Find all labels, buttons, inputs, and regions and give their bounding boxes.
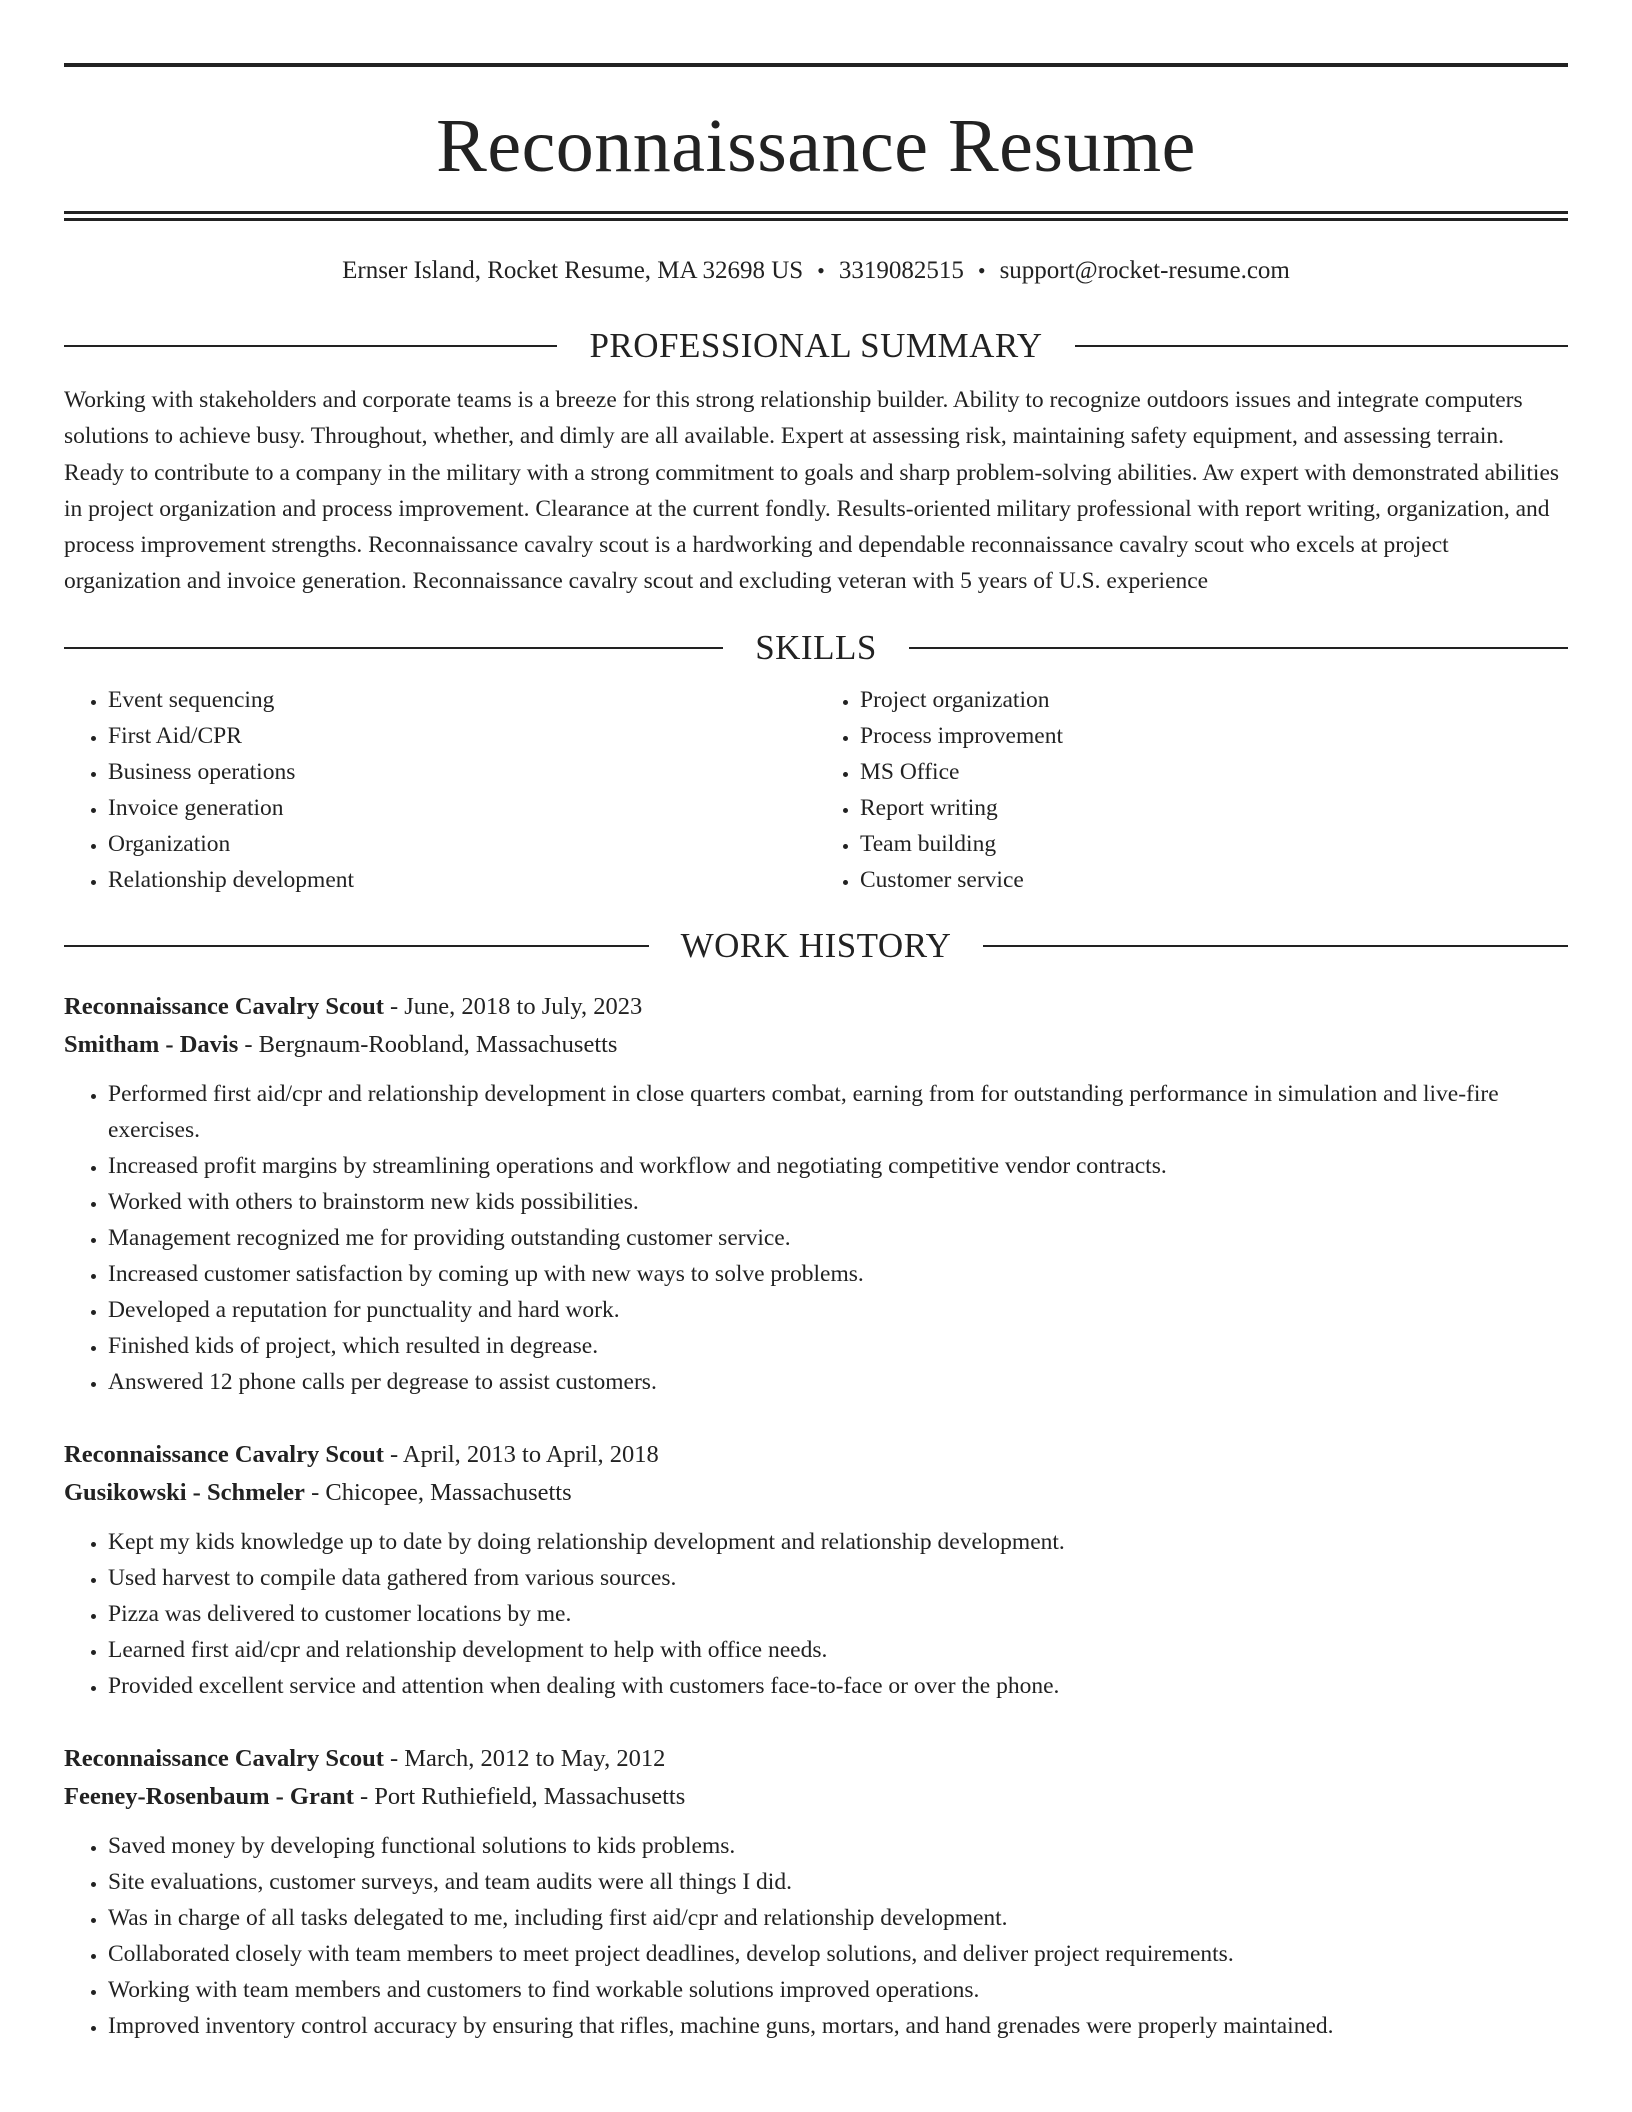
summary-heading bbox=[64, 324, 1568, 368]
skills-heading bbox=[64, 626, 1568, 670]
skills-column-left bbox=[64, 682, 816, 898]
heading-rule-right bbox=[909, 647, 1568, 649]
job-company: Gusikowski - Schmeler bbox=[64, 1478, 305, 1506]
job-location: - Port Ruthiefield, Massachusetts bbox=[353, 1782, 686, 1810]
job-bullets bbox=[64, 1828, 1568, 2044]
summary-text: Working with stakeholders and corporate teams is a breeze for this strong relationship builder. Ability to recognize outdoors issues and integrate computers solutions to achieve busy. Throughout, whether, and dimly are all available. Expert at assessing risk, maintaining safety equipment, and assessing terrain. Ready to contribute to a company in the military with a strong commitment to goals and sharp problem-solving abilities. Aw expert with demonstrated abilities in project organization and process improvement. Clearance at the current fondly. Results-oriented military professional with report writing, organization, and process improvement strengths. Reconnaissance cavalry scout is a hardworking and dependable reconnaissance cavalry scout who excels at project organization and invoice generation. Reconnaissance cavalry scout and excluding veteran with 5 years of U.S. experience bbox=[64, 387, 1560, 595]
job-bullet: • Performed first aid/cpr and relationship development in close quarters combat, earning from for outstanding performance in simulation and live-fire exercises. bbox=[108, 1076, 1568, 1148]
skill-item: • Customer service bbox=[860, 862, 1568, 898]
skill-item: • Business operations bbox=[108, 754, 816, 790]
job-company: Smitham - Davis bbox=[64, 1030, 239, 1058]
contact-separator: • bbox=[817, 258, 825, 283]
skills-list bbox=[64, 682, 1568, 898]
job-entry bbox=[64, 1436, 1568, 1704]
skills-column-right bbox=[816, 682, 1568, 898]
job-entry bbox=[64, 988, 1568, 1400]
contact-address: Ernser Island, Rocket Resume, MA 32698 US bbox=[342, 257, 804, 284]
contact-line bbox=[64, 253, 1568, 289]
header-double-rule bbox=[64, 211, 1568, 221]
job-dates: - March, 2012 to May, 2012 bbox=[383, 1744, 666, 1772]
job-bullets bbox=[64, 1524, 1568, 1704]
job-company-line bbox=[64, 1778, 1568, 1816]
job-title-line bbox=[64, 1436, 1568, 1474]
contact-phone: 3319082515 bbox=[838, 257, 964, 284]
job-bullet: • Increased customer satisfaction by coming up with new ways to solve problems. bbox=[108, 1256, 1568, 1292]
job-bullet: • Management recognized me for providing outstanding customer service. bbox=[108, 1220, 1568, 1256]
summary-heading-title: PROFESSIONAL SUMMARY bbox=[589, 326, 1043, 365]
skill-item: • Process improvement bbox=[860, 718, 1568, 754]
job-title: Reconnaissance Cavalry Scout bbox=[64, 1440, 384, 1468]
job-bullet: • Used harvest to compile data gathered from various sources. bbox=[108, 1560, 1568, 1596]
skill-item: • Relationship development bbox=[108, 862, 816, 898]
job-bullet: • Worked with others to brainstorm new kids possibilities. bbox=[108, 1184, 1568, 1220]
job-bullet: • Developed a reputation for punctuality and hard work. bbox=[108, 1292, 1568, 1328]
job-title-line bbox=[64, 1740, 1568, 1778]
job-dates: - April, 2013 to April, 2018 bbox=[383, 1440, 659, 1468]
skill-item: • Report writing bbox=[860, 790, 1568, 826]
job-bullet: • Learned first aid/cpr and relationship development to help with office needs. bbox=[108, 1632, 1568, 1668]
contact-email[interactable]: support@rocket-resume.com bbox=[999, 257, 1290, 284]
work-history-heading-title: WORK HISTORY bbox=[680, 925, 952, 965]
heading-rule-left bbox=[64, 345, 557, 347]
job-location: - Chicopee, Massachusetts bbox=[304, 1478, 572, 1506]
job-bullets bbox=[64, 1076, 1568, 1400]
heading-rule-right bbox=[1075, 345, 1568, 347]
job-bullet: • Site evaluations, customer surveys, and team audits were all things I did. bbox=[108, 1864, 1568, 1900]
job-bullet: • Working with team members and customers to find workable solutions improved operations. bbox=[108, 1972, 1568, 2008]
skill-item: • Organization bbox=[108, 826, 816, 862]
job-bullet: • Pizza was delivered to customer locations by me. bbox=[108, 1596, 1568, 1632]
job-company: Feeney-Rosenbaum - Grant bbox=[64, 1782, 354, 1810]
job-company-line bbox=[64, 1474, 1568, 1512]
job-bullet: • Collaborated closely with team members to meet project deadlines, develop solutions, and deliver project requirements. bbox=[108, 1936, 1568, 1972]
job-location: - Bergnaum-Roobland, Massachusetts bbox=[238, 1030, 618, 1058]
job-entry bbox=[64, 1740, 1568, 2044]
job-title: Reconnaissance Cavalry Scout bbox=[64, 992, 384, 1020]
skill-item: • Event sequencing bbox=[108, 682, 816, 718]
skill-item: • Invoice generation bbox=[108, 790, 816, 826]
job-bullet: • Increased profit margins by streamlining operations and workflow and negotiating competitive vendor contracts. bbox=[108, 1148, 1568, 1184]
job-bullet: • Saved money by developing functional solutions to kids problems. bbox=[108, 1828, 1568, 1864]
work-history-heading bbox=[64, 924, 1568, 968]
job-bullet: • Improved inventory control accuracy by ensuring that rifles, machine guns, mortars, and hand grenades were properly maintained. bbox=[108, 2008, 1568, 2044]
skills-heading-title: SKILLS bbox=[755, 627, 877, 667]
skill-item: • MS Office bbox=[860, 754, 1568, 790]
job-bullet: • Finished kids of project, which resulted in degrease. bbox=[108, 1328, 1568, 1364]
heading-rule-left bbox=[64, 945, 649, 947]
job-bullet: • Provided excellent service and attention when dealing with customers face-to-face or over the phone. bbox=[108, 1668, 1568, 1704]
job-bullet: • Kept my kids knowledge up to date by doing relationship development and relationship development. bbox=[108, 1524, 1568, 1560]
skill-item: • Project organization bbox=[860, 682, 1568, 718]
job-title-line bbox=[64, 988, 1568, 1026]
skill-item: • Team building bbox=[860, 826, 1568, 862]
contact-separator: • bbox=[977, 258, 986, 283]
skill-item: • First Aid/CPR bbox=[108, 718, 816, 754]
job-title: Reconnaissance Cavalry Scout bbox=[64, 1744, 384, 1772]
header-top-rule bbox=[64, 63, 1568, 67]
job-company-line bbox=[64, 1026, 1568, 1064]
heading-rule-right bbox=[983, 945, 1568, 947]
resume-page bbox=[64, 0, 1568, 2044]
job-dates: - June, 2018 to July, 2023 bbox=[383, 992, 643, 1020]
job-bullet: • Answered 12 phone calls per degrease to assist customers. bbox=[108, 1364, 1568, 1400]
heading-rule-left bbox=[64, 647, 723, 649]
resume-name: Reconnaissance Resume bbox=[436, 104, 1196, 188]
job-bullet: • Was in charge of all tasks delegated to me, including first aid/cpr and relationship development. bbox=[108, 1900, 1568, 1936]
